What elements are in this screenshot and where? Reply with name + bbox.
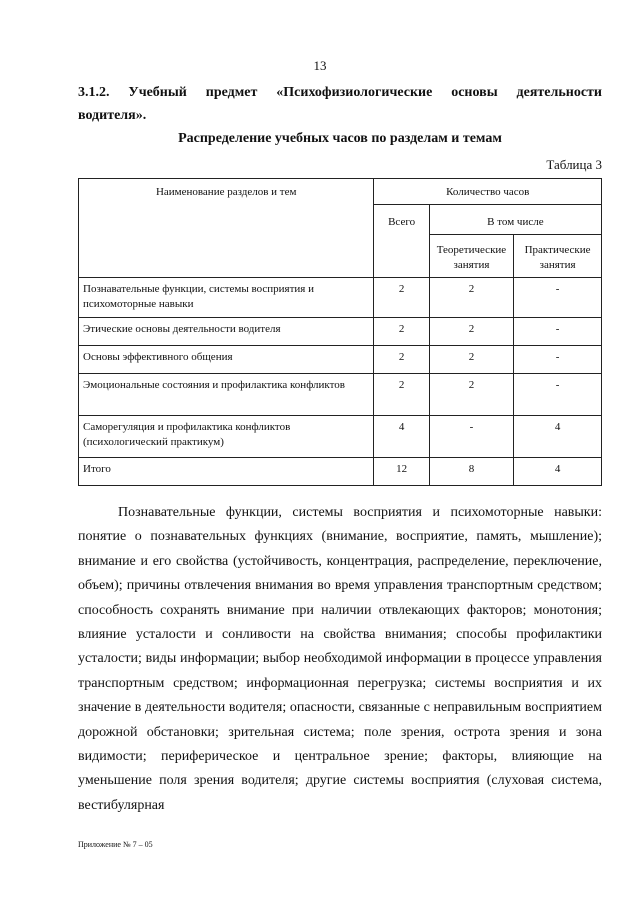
section-heading: 3.1.2. Учебный предмет «Психофизиологические основы деятельности: [78, 85, 602, 100]
row-total: 2: [374, 318, 429, 346]
row-theory: -: [429, 416, 513, 458]
footer-note: Приложение № 7 – 05: [78, 840, 153, 849]
total-theory: 8: [429, 458, 513, 486]
row-practice: -: [514, 278, 602, 318]
table-total-row: [79, 458, 602, 486]
row-theory: 2: [429, 374, 513, 416]
total-practice: 4: [514, 458, 602, 486]
body-paragraph: Познавательные функции, системы восприятия и психомоторные навыки: понятие о познавательных функциях (внимание, восприятие, память, мышление); внимание и его свойства (устойчивость, концентрация, распределение, переключение, объем); причины отвлечения внимания во время управления транспортным средством; способность сохранять внимание при наличии отвлекающих факторов; монотония; влияние усталости и сонливости на свойства внимания; способы профилактики усталости; виды информации; выбор необходимой информации в процессе управления транспортным средством; информационная перегрузка; системы восприятия и их значение в деятельности водителя; опасности, связанные с неправильным восприятием дорожной обстановки; зрительная система; поле зрения, острота зрения и зона видимости; периферическое и центральное зрение; факторы, влияющие на уменьшение поля зрения водителя; другие системы восприятия (слуховая система, вестибулярная: [78, 505, 602, 813]
row-total: 2: [374, 374, 429, 416]
header-theory: Теоретические занятия: [429, 235, 513, 278]
row-theory: 2: [429, 318, 513, 346]
header-including: В том числе: [429, 205, 601, 235]
table-row: [79, 278, 602, 318]
table-row: [79, 318, 602, 346]
table-row: [79, 346, 602, 374]
row-name: Основы эффективного общения: [79, 346, 374, 374]
row-theory: 2: [429, 346, 513, 374]
header-section-name: Наименование разделов и тем: [79, 179, 374, 278]
page-number: 13: [313, 58, 327, 73]
total-label: Итого: [79, 458, 374, 486]
header-practice: Практические занятия: [514, 235, 602, 278]
row-name: Этические основы деятельности водителя: [79, 318, 374, 346]
row-practice: -: [514, 374, 602, 416]
row-total: 2: [374, 278, 429, 318]
row-practice: -: [514, 318, 602, 346]
row-name: Познавательные функции, системы восприятия и психомоторные навыки: [79, 278, 374, 318]
row-name: Саморегуляция и профилактика конфликтов (психологический практикум): [79, 416, 374, 458]
row-name: Эмоциональные состояния и профилактика конфликтов: [79, 374, 374, 416]
row-total: 2: [374, 346, 429, 374]
hours-table: [78, 178, 602, 486]
table-row: [79, 374, 602, 416]
body-text: [78, 501, 602, 818]
row-practice: 4: [514, 416, 602, 458]
total-hours: 12: [374, 458, 429, 486]
header-total: Всего: [374, 205, 429, 278]
row-practice: -: [514, 346, 602, 374]
header-hours-quantity: Количество часов: [374, 179, 602, 205]
section-heading-continuation: водителя».: [78, 108, 147, 123]
table-label: Таблица 3: [546, 157, 602, 172]
row-theory: 2: [429, 278, 513, 318]
row-total: 4: [374, 416, 429, 458]
distribution-title: Распределение учебных часов по разделам и темам: [178, 131, 502, 146]
table-row: [79, 416, 602, 458]
table-header-row: [79, 179, 602, 205]
